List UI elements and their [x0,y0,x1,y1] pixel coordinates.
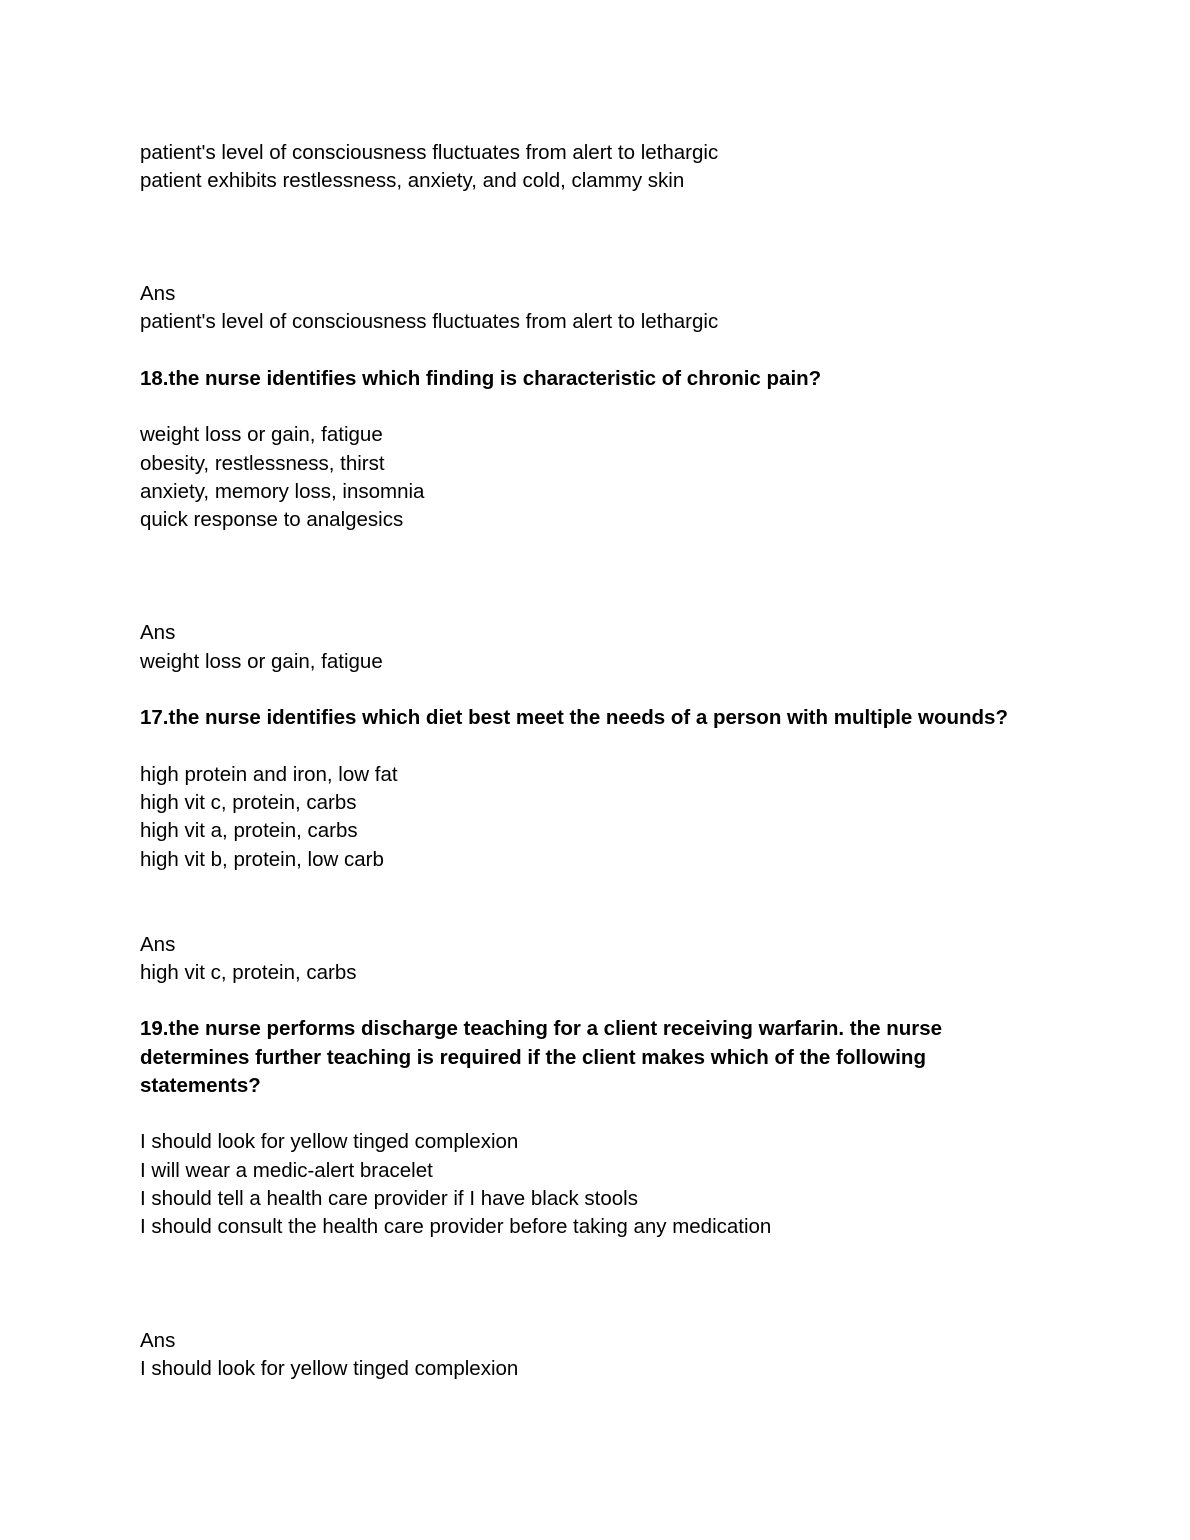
q17-answer: high vit c, protein, carbs [140,961,357,984]
q18-option-2: obesity, restlessness, thirst [140,452,385,475]
q19-option-2: I will wear a medic-alert bracelet [140,1159,433,1182]
q18-answer-label: Ans [140,621,176,644]
prev-answer-label: Ans [140,282,176,305]
q17-option-4: high vit b, protein, low carb [140,848,384,871]
prev-answer: patient's level of consciousness fluctuates from alert to lethargic [140,310,719,333]
q17-option-3: high vit a, protein, carbs [140,819,358,842]
q17-answer-label: Ans [140,933,176,956]
prev-option-2: patient exhibits restlessness, anxiety, and cold, clammy skin [140,169,685,192]
q17-option-1: high protein and iron, low fat [140,763,398,786]
q18-question: 18.the nurse identifies which finding is characteristic of chronic pain? [140,367,822,390]
q19-option-1: I should look for yellow tinged complexion [140,1130,519,1153]
q19-option-4: I should consult the health care provider before taking any medication [140,1215,772,1238]
q19-answer-label: Ans [140,1329,176,1352]
q18-option-1: weight loss or gain, fatigue [140,423,383,446]
q17-option-2: high vit c, protein, carbs [140,791,357,814]
q19-question-line-2: determines further teaching is required if the client makes which of the following [140,1046,926,1069]
q19-question-line-3: statements? [140,1074,261,1097]
q19-question-line-1: 19.the nurse performs discharge teaching for a client receiving warfarin. the nurse [140,1017,943,1040]
q17-question: 17.the nurse identifies which diet best meet the needs of a person with multiple wounds? [140,706,1008,729]
q18-option-4: quick response to analgesics [140,508,404,531]
q19-option-3: I should tell a health care provider if I have black stools [140,1187,638,1210]
q19-answer: I should look for yellow tinged complexion [140,1357,519,1380]
prev-option-1: patient's level of consciousness fluctuates from alert to lethargic [140,141,719,164]
q18-option-3: anxiety, memory loss, insomnia [140,480,425,503]
q18-answer: weight loss or gain, fatigue [140,650,383,673]
